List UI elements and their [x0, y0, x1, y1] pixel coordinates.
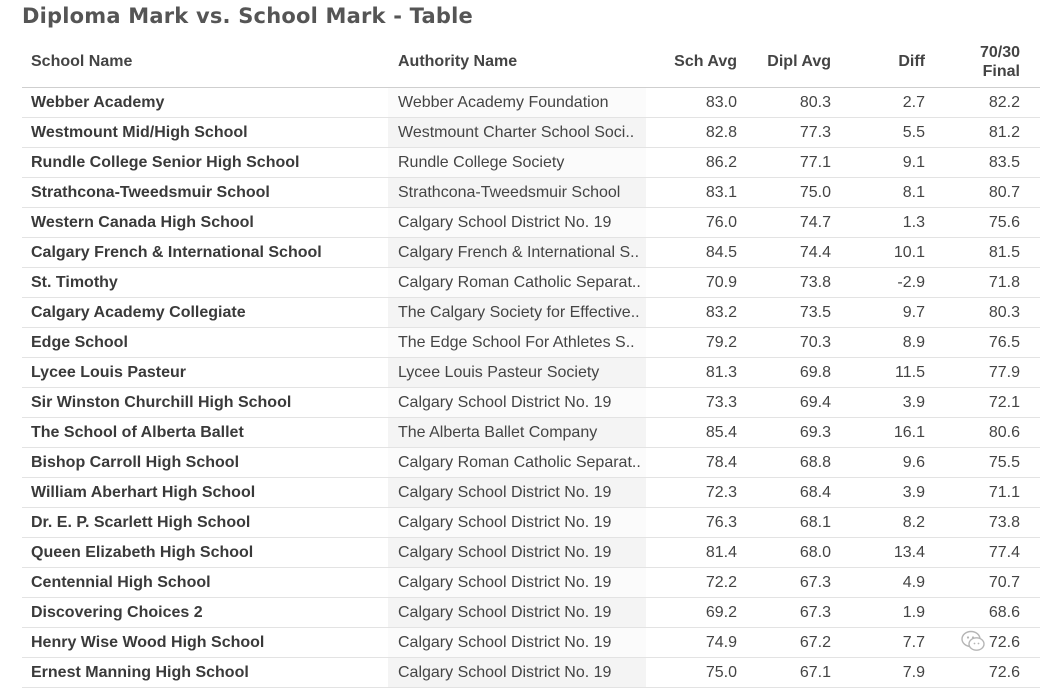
table-row[interactable]: [22, 568, 1040, 598]
diff-cell: 2.7: [902, 94, 925, 111]
school-name-cell: William Aberhart High School: [31, 484, 256, 501]
diff-cell: 4.9: [902, 574, 925, 591]
dipl-avg-cell: 68.0: [799, 544, 831, 561]
dipl-avg-cell: 69.3: [799, 424, 831, 441]
table-row[interactable]: [22, 658, 1040, 688]
table-row[interactable]: [22, 208, 1040, 238]
authority-name-cell: Rundle College Society: [398, 154, 565, 171]
sch-avg-cell: 69.2: [705, 604, 737, 621]
authority-name-cell: Strathcona-Tweedsmuir School: [398, 184, 621, 201]
diff-cell: 13.4: [893, 544, 925, 561]
final-cell: 75.6: [988, 214, 1020, 231]
table-row[interactable]: [22, 178, 1040, 208]
diff-cell: 3.9: [902, 394, 925, 411]
sch-avg-cell: 81.4: [705, 544, 737, 561]
dipl-avg-cell: 75.0: [799, 184, 831, 201]
sch-avg-cell: 72.3: [705, 484, 737, 501]
final-cell: 82.2: [988, 94, 1020, 111]
authority-name-cell: Calgary School District No. 19: [398, 604, 612, 621]
school-name-cell: Calgary French & International School: [31, 244, 322, 261]
sch-avg-cell: 76.0: [705, 214, 737, 231]
school-name-cell: Discovering Choices 2: [31, 604, 203, 621]
school-name-cell: Centennial High School: [31, 574, 211, 591]
authority-name-cell: The Alberta Ballet Company: [398, 424, 598, 441]
table-row[interactable]: [22, 118, 1040, 148]
table-row[interactable]: [22, 448, 1040, 478]
final-cell: 76.5: [988, 334, 1020, 351]
diff-cell: 9.6: [902, 454, 925, 471]
sch-avg-cell: 74.9: [705, 634, 737, 651]
school-name-cell: Dr. E. P. Scarlett High School: [31, 514, 251, 531]
table-row[interactable]: [22, 478, 1040, 508]
data-table: [22, 38, 1040, 688]
sch-avg-cell: 83.2: [705, 304, 737, 321]
dipl-avg-cell: 77.1: [799, 154, 831, 171]
diff-cell: 8.1: [902, 184, 925, 201]
table-row[interactable]: [22, 628, 1040, 658]
dipl-avg-cell: 67.3: [799, 574, 831, 591]
table-row[interactable]: [22, 88, 1040, 118]
diff-cell: 11.5: [895, 364, 925, 381]
diff-cell: 1.9: [902, 604, 925, 621]
dipl-avg-cell: 69.4: [799, 394, 831, 411]
dipl-avg-cell: 77.3: [799, 124, 831, 141]
page-title: Diploma Mark vs. School Mark - Table: [22, 4, 473, 28]
sch-avg-cell: 82.8: [705, 124, 737, 141]
diff-cell: 3.9: [902, 484, 925, 501]
authority-name-cell: The Edge School For Athletes S..: [398, 334, 635, 351]
final-cell: 71.8: [988, 274, 1020, 291]
authority-name-cell: Calgary School District No. 19: [398, 214, 612, 231]
sch-avg-cell: 83.0: [705, 94, 737, 111]
diff-cell: 1.3: [902, 214, 925, 231]
authority-name-cell: Calgary School District No. 19: [398, 634, 612, 651]
school-name-cell: Western Canada High School: [31, 214, 254, 231]
diff-cell: 8.2: [902, 514, 925, 531]
table-row[interactable]: [22, 298, 1040, 328]
table-row[interactable]: [22, 388, 1040, 418]
diff-cell: 7.7: [902, 634, 925, 651]
sch-avg-cell: 70.9: [705, 274, 737, 291]
final-cell: 72.6: [988, 664, 1020, 681]
authority-name-cell: Calgary School District No. 19: [398, 514, 612, 531]
table-row[interactable]: [22, 598, 1040, 628]
school-name-cell: Edge School: [31, 334, 128, 351]
final-cell: 70.7: [988, 574, 1020, 591]
final-cell: 80.6: [988, 424, 1020, 441]
authority-name-cell: Calgary School District No. 19: [398, 664, 612, 681]
authority-name-cell: Calgary Roman Catholic Separat..: [398, 454, 641, 471]
header-final-line1: 70/30: [979, 44, 1020, 61]
authority-name-cell: Calgary School District No. 19: [398, 484, 612, 501]
table-row[interactable]: [22, 508, 1040, 538]
final-cell: 72.1: [988, 394, 1020, 411]
sch-avg-cell: 86.2: [705, 154, 737, 171]
final-cell: 81.5: [988, 244, 1020, 261]
dipl-avg-cell: 67.2: [799, 634, 831, 651]
school-name-cell: Webber Academy: [31, 94, 165, 111]
authority-name-cell: Lycee Louis Pasteur Society: [398, 364, 600, 381]
dipl-avg-cell: 69.8: [799, 364, 831, 381]
school-name-cell: The School of Alberta Ballet: [31, 424, 244, 441]
diff-cell: 8.9: [902, 334, 925, 351]
dipl-avg-cell: 80.3: [799, 94, 831, 111]
table-row[interactable]: [22, 238, 1040, 268]
table-row[interactable]: [22, 268, 1040, 298]
dipl-avg-cell: 74.4: [799, 244, 831, 261]
authority-name-cell: Westmount Charter School Soci..: [398, 124, 635, 141]
sch-avg-cell: 84.5: [705, 244, 737, 261]
school-name-cell: Westmount Mid/High School: [31, 124, 248, 141]
table-row[interactable]: [22, 148, 1040, 178]
dipl-avg-cell: 74.7: [799, 214, 831, 231]
authority-name-cell: Calgary School District No. 19: [398, 574, 612, 591]
authority-name-cell: The Calgary Society for Effective..: [398, 304, 640, 321]
header-school-name[interactable]: School Name: [31, 53, 133, 70]
final-cell: 83.5: [988, 154, 1020, 171]
sch-avg-cell: 81.3: [705, 364, 737, 381]
final-cell: 80.3: [988, 304, 1020, 321]
diff-cell: 10.1: [893, 244, 925, 261]
final-cell: 72.6: [988, 634, 1020, 651]
header-final[interactable]: [942, 43, 1020, 81]
dipl-avg-cell: 73.5: [799, 304, 831, 321]
diff-cell: 16.1: [893, 424, 925, 441]
header-diff[interactable]: Diff: [898, 53, 925, 70]
school-name-cell: St. Timothy: [31, 274, 118, 291]
school-name-cell: Ernest Manning High School: [31, 664, 249, 681]
header-authority-name[interactable]: Authority Name: [398, 53, 518, 70]
final-cell: 77.4: [988, 544, 1020, 561]
school-name-cell: Henry Wise Wood High School: [31, 634, 265, 651]
sch-avg-cell: 72.2: [705, 574, 737, 591]
diff-cell: 7.9: [902, 664, 925, 681]
final-cell: 77.9: [988, 364, 1020, 381]
diff-cell: -2.9: [897, 274, 925, 291]
header-sch-avg[interactable]: Sch Avg: [674, 53, 737, 70]
sch-avg-cell: 76.3: [705, 514, 737, 531]
dipl-avg-cell: 68.8: [799, 454, 831, 471]
school-name-cell: Queen Elizabeth High School: [31, 544, 254, 561]
dipl-avg-cell: 68.1: [799, 514, 831, 531]
dipl-avg-cell: 73.8: [799, 274, 831, 291]
final-cell: 81.2: [988, 124, 1020, 141]
table-row[interactable]: [22, 328, 1040, 358]
dipl-avg-cell: 67.1: [799, 664, 831, 681]
final-cell: 71.1: [988, 484, 1020, 501]
authority-name-cell: Calgary School District No. 19: [398, 394, 612, 411]
authority-name-cell: Calgary School District No. 19: [398, 544, 612, 561]
wechat-watermark-icon: [960, 628, 986, 654]
final-cell: 73.8: [988, 514, 1020, 531]
school-name-cell: Strathcona-Tweedsmuir School: [31, 184, 270, 201]
table-body: [22, 88, 1040, 688]
sch-avg-cell: 83.1: [705, 184, 737, 201]
final-cell: 68.6: [988, 604, 1020, 621]
authority-name-cell: Webber Academy Foundation: [398, 94, 609, 111]
sch-avg-cell: 79.2: [705, 334, 737, 351]
sch-avg-cell: 78.4: [705, 454, 737, 471]
dipl-avg-cell: 68.4: [799, 484, 831, 501]
authority-name-cell: Calgary French & International S..: [398, 244, 640, 261]
table-header: [22, 38, 1040, 88]
table-row[interactable]: [22, 538, 1040, 568]
final-cell: 75.5: [988, 454, 1020, 471]
sch-avg-cell: 85.4: [705, 424, 737, 441]
school-name-cell: Sir Winston Churchill High School: [31, 394, 292, 411]
table-row[interactable]: [22, 418, 1040, 448]
header-dipl-avg[interactable]: Dipl Avg: [767, 53, 831, 70]
dipl-avg-cell: 67.3: [799, 604, 831, 621]
table-row[interactable]: [22, 358, 1040, 388]
school-name-cell: Rundle College Senior High School: [31, 154, 300, 171]
diff-cell: 9.7: [902, 304, 925, 321]
sch-avg-cell: 75.0: [705, 664, 737, 681]
header-final-line2: Final: [982, 63, 1020, 80]
authority-name-cell: Calgary Roman Catholic Separat..: [398, 274, 641, 291]
school-name-cell: Bishop Carroll High School: [31, 454, 240, 471]
sch-avg-cell: 73.3: [705, 394, 737, 411]
school-name-cell: Calgary Academy Collegiate: [31, 304, 246, 321]
diff-cell: 5.5: [902, 124, 925, 141]
dipl-avg-cell: 70.3: [799, 334, 831, 351]
school-name-cell: Lycee Louis Pasteur: [31, 364, 187, 381]
final-cell: 80.7: [988, 184, 1020, 201]
diff-cell: 9.1: [902, 154, 925, 171]
